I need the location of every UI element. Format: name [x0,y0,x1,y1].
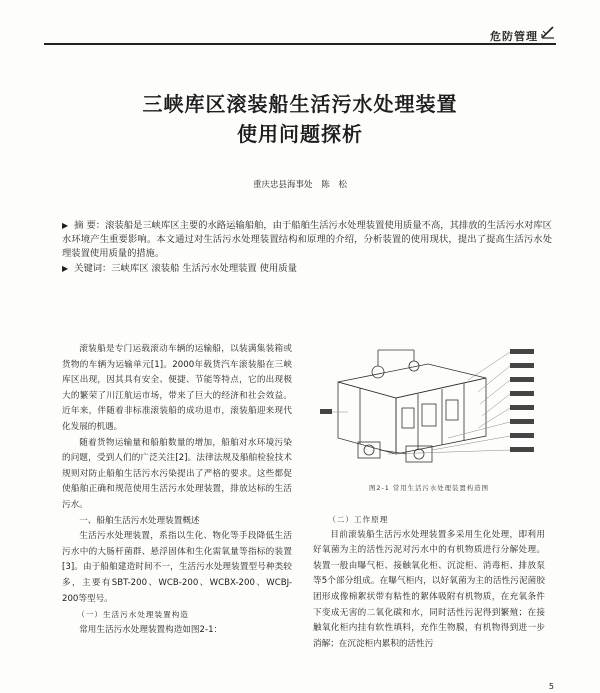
paragraph: 目前滚装船生活污水处理装置多采用生化处理，即利用好氧菌为主的活性污泥对污水中的有机物质进行分解处理。装置一般由曝气柜、接触氧化柜、沉淀柜、消毒柜、排放泵等5个部分组成。在曝气柜内，以好氧菌为主的活性污泥菌胶团形成像棉絮状带有粘性的絮体吸附有机物质，在充氧条件下变成无害的二氧化碳和水，同时活性污泥得到繁殖；在接触氧化柜内挂有软性填料，充作生物膜，有机物得到进一步消解；在沉淀柜内累积的活性污 [313,529,545,649]
keywords-label: 关键词： [74,263,112,274]
body-left-column [62,342,292,638]
header-rule [44,43,556,45]
device-structure-diagram [318,342,540,470]
triangle-bullet-icon: ▶ [62,264,69,273]
author-affiliation: 重庆忠县海事处 [253,180,313,190]
figure-caption: 图2-1 常用生活污水处理装置构造图 [369,484,489,492]
paragraph: 随着货物运输量和船舶数量的增加，船舶对水环境污染的问题，受到人们的广泛关注[2]。法律法规及船舶检验技术规则对防止船舶生活污水污染提出了严格的要求。这些都促使船舶正确和规范使用生活污水处理装置，排放达标的生活污水。 [62,437,292,510]
body-right-column [313,512,545,652]
author-name: 陈 松 [321,180,347,190]
author-line [0,178,600,190]
subsection-heading: （一）生活污水处理装置构造 [77,610,189,620]
section-label: 危防管理 [490,30,538,43]
paragraph: 滚装船是专门运载滚动车辆的运输船，以装满集装箱或货物的车辆为运输单元[1]。2000年载货汽车滚装船在三峡库区出现，因其具有安全、便捷、节能等特点，它的出现极大的繁荣了川江航运市场，带来了巨大的经济和社会效益。近年来，伴随着非标准滚装船的成功退市，滚装船迎来现代化发展的机遇。 [62,344,292,432]
abstract-label: 摘 要： [74,220,106,231]
abstract-text: 滚装船是三峡库区主要的水路运输船舶，由于船舶生活污水处理装置使用质量不高，其排放的生活污水对库区水环境产生重要影响。本文通过对生活污水处理装置结构和原理的介绍，分析装置的使用现状，提出了提高生活污水处理装置使用质量的措施。 [62,220,552,259]
paragraph: 常用生活污水处理装置构造如图2-1： [79,624,223,635]
abstract [62,219,552,260]
subsection-heading: （二）工作原理 [328,515,389,524]
keywords [62,262,552,276]
keywords-text: 三峡库区 滚装船 生活污水处理装置 使用质量 [111,263,297,274]
section-heading: 一、船舶生活污水处理装置概述 [79,515,200,526]
article-title-line2: 使用问题探析 [237,122,363,146]
paragraph: 生活污水处理装置，系指以生化、物化等手段降低生活污水中的大肠杆菌群、悬浮固体和生化需氧量等指标的装置[3]。由于船舶建造时间不一，生活污水处理装置型号种类较多，主要有SBT-200、WCB-200、WCBX-200、WCBJ-200等型号。 [62,531,292,604]
page-number: 5 [548,682,554,691]
pen-ruler-icon [540,24,556,40]
triangle-bullet-icon: ▶ [62,221,69,230]
article-title-line1: 三峡库区滚装船生活污水处理装置 [142,92,458,116]
